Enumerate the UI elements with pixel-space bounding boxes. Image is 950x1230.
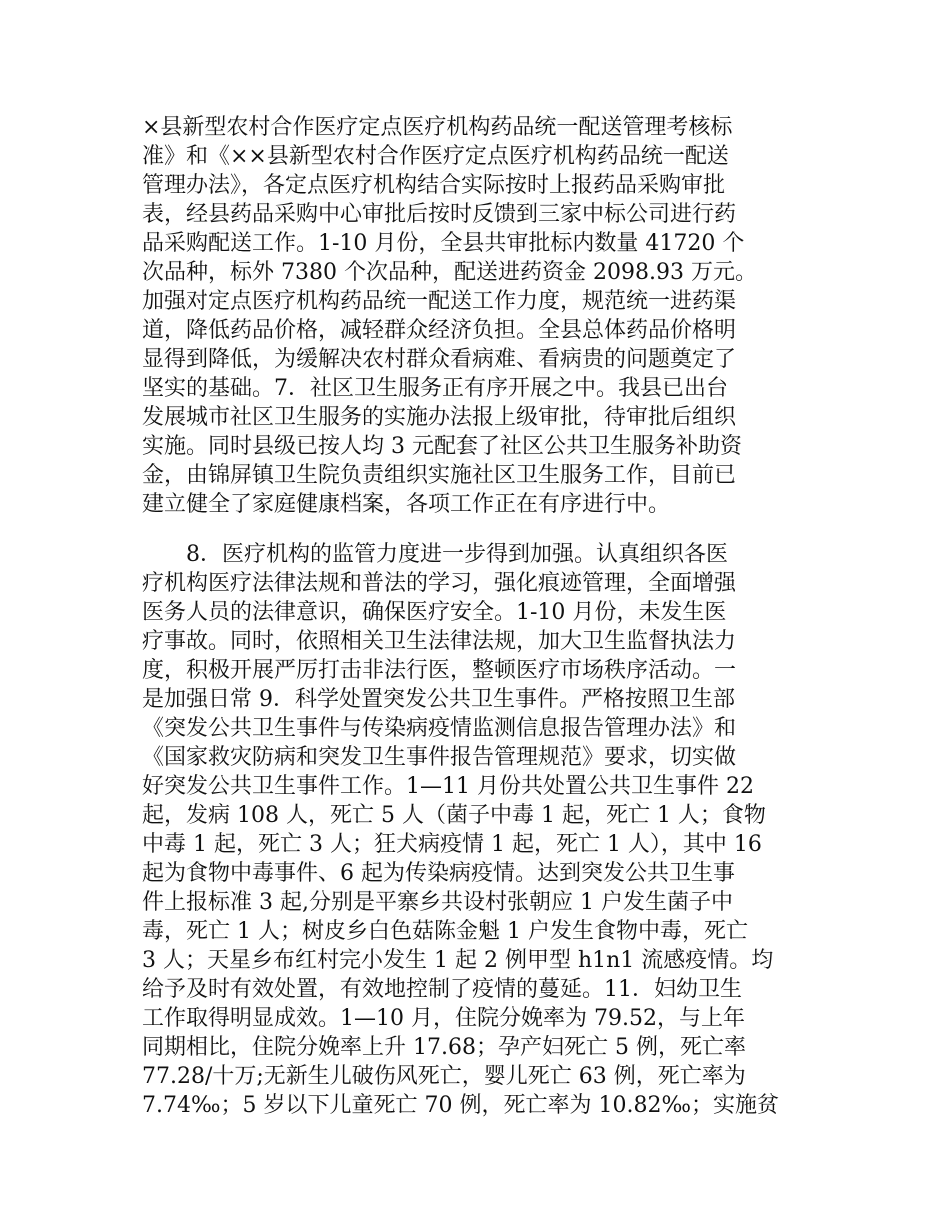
text-line: 金，由锦屏镇卫生院负责组织实施社区卫生服务工作，目前已 [142, 463, 737, 488]
text-line: 中毒 1 起，死亡 3 人；狂犬病疫情 1 起，死亡 1 人），其中 16 [142, 832, 762, 857]
text-line: 毒，死亡 1 人；树皮乡白色菇陈金魁 1 户发生食物中毒，死亡 [142, 919, 748, 944]
text-line: 度，积极开展严厉打击非法行医，整顿医疗市场秩序活动。一 [142, 658, 737, 683]
text-line: 坚实的基础。7．社区卫生服务正有序开展之中。我县已出台 [142, 376, 728, 401]
text-line: 起为食物中毒事件、6 起为传染病疫情。达到突发公共卫生事 [142, 861, 735, 886]
paragraph-drug-distribution [142, 113, 814, 519]
text-line: 表，经县药品采购中心审批后按时反馈到三家中标公司进行药 [142, 202, 737, 227]
text-line: 疗机构医疗法律法规和普法的学习，强化痕迹管理，全面增强 [142, 571, 737, 596]
text-line: 显得到降低，为缓解决农村群众看病难、看病贵的问题奠定了 [142, 347, 737, 372]
text-line: 3 人；天星乡布红村完小发生 1 起 2 例甲型 h1n1 流感疫情。均 [142, 948, 774, 973]
text-line: 给予及时有效处置，有效地控制了疫情的蔓延。11．妇幼卫生 [142, 977, 742, 1002]
text-line: 实施。同时县级已按人均 3 元配套了社区公共卫生服务补助资 [142, 434, 742, 459]
text-line: 起，发病 108 人，死亡 5 人（菌子中毒 1 起，死亡 1 人；食物 [142, 803, 766, 828]
text-line: 件上报标准 3 起,分别是平寨乡共设村张朝应 1 户发生菌子中 [142, 890, 733, 915]
text-line: 《国家救灾防病和突发卫生事件报告管理规范》要求，切实做 [142, 745, 737, 770]
text-line: 《突发公共卫生事件与传染病疫情监测信息报告管理办法》和 [142, 716, 737, 741]
text-line: 7.74‰；5 岁以下儿童死亡 70 例，死亡率为 10.82‰；实施贫 [142, 1093, 779, 1118]
paragraph-medical-supervision [142, 540, 814, 1120]
text-line: 工作取得明显成效。1—10 月，住院分娩率为 79.52，与上年 [142, 1006, 745, 1031]
text-line: 疗事故。同时，依照相关卫生法律法规，加大卫生监督执法力 [142, 629, 737, 654]
text-line: 管理办法》，各定点医疗机构结合实际按时上报药品采购审批 [142, 173, 726, 198]
text-line: 次品种，标外 7380 个次品种，配送进药资金 2098.93 万元。 [142, 260, 757, 285]
text-line: 8．医疗机构的监管力度进一步得到加强。认真组织各医 [186, 542, 728, 567]
text-line: ×县新型农村合作医疗定点医疗机构药品统一配送管理考核标 [142, 115, 733, 140]
text-line: 是加强日常 9．科学处置突发公共卫生事件。严格按照卫生部 [142, 687, 735, 712]
text-line: 医务人员的法律意识，确保医疗安全。1-10 月份，未发生医 [142, 600, 727, 625]
text-line: 建立健全了家庭健康档案，各项工作正在有序进行中。 [142, 492, 671, 517]
text-line: 好突发公共卫生事件工作。1—11 月份共处置公共卫生事件 22 [142, 774, 754, 799]
text-line: 加强对定点医疗机构药品统一配送工作力度，规范统一进药渠 [142, 289, 737, 314]
text-line: 道，降低药品价格，减轻群众经济负担。全县总体药品价格明 [142, 318, 737, 343]
text-line: 品采购配送工作。1-10 月份，全县共审批标内数量 41720 个 [142, 231, 745, 256]
text-line: 准》和《××县新型农村合作医疗定点医疗机构药品统一配送 [142, 144, 729, 169]
text-line: 77.28/十万;无新生儿破伤风死亡，婴儿死亡 63 例，死亡率为 [142, 1064, 746, 1089]
text-line: 同期相比，住院分娩率上升 17.68；孕产妇死亡 5 例，死亡率 [142, 1035, 746, 1060]
text-line: 发展城市社区卫生服务的实施办法报上级审批，待审批后组织 [142, 405, 737, 430]
